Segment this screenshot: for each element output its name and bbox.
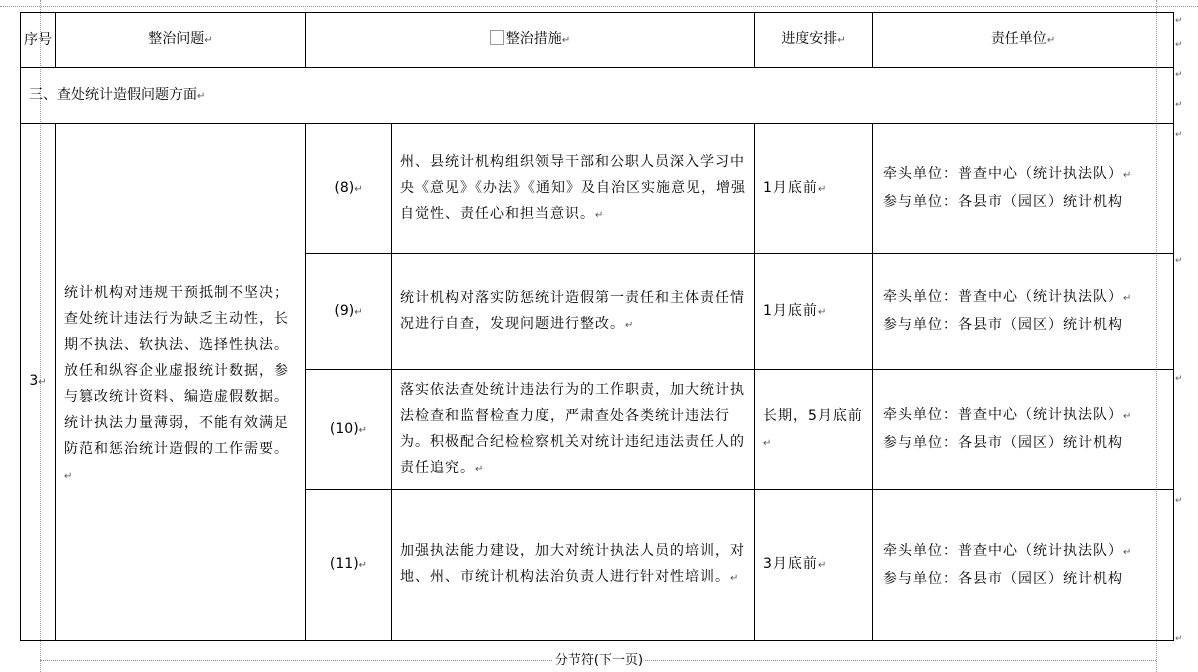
table-row (21, 124, 1174, 254)
responsible-cell (873, 124, 1174, 254)
lead-unit: 牵头单位：普查中心（统计执法队）↵ (883, 407, 1133, 423)
schedule-cell: 3月底前↵ (755, 490, 873, 641)
row-end-mark: ↵ (1175, 634, 1183, 644)
row-end-mark: ↵ (1175, 130, 1183, 140)
measure-number: (8)↵ (306, 124, 392, 254)
schedule-cell: 1月底前↵ (755, 254, 873, 370)
responsible-cell (873, 370, 1174, 490)
top-margin-guide (0, 6, 1198, 7)
participant-units: 参与单位：各县市（园区）统计机构 (883, 194, 1124, 210)
lead-unit: 牵头单位：普查中心（统计执法队）↵ (883, 289, 1133, 305)
header-schedule: 进度安排↵ (755, 13, 873, 68)
row-end-mark: ↵ (1175, 70, 1183, 80)
measure-text: 落实依法查处统计违法行为的工作职责，加大统计执法检查和监督检查力度，严肃查处各类统计违法行为。积极配合纪检检察机关对统计违纪违法责任人的责任追究。↵ (392, 370, 755, 490)
participant-units: 参与单位：各县市（园区）统计机构 (883, 435, 1124, 451)
header-row (21, 13, 1174, 68)
measure-text: 州、县统计机构组织领导干部和公职人员深入学习中央《意见》《办法》《通知》及自治区实施意见，增强自觉性、责任心和担当意识。↵ (392, 124, 755, 254)
schedule-cell: 1月底前↵ (755, 124, 873, 254)
lead-unit: 牵头单位：普查中心（统计执法队）↵ (883, 166, 1133, 182)
measure-number: (9)↵ (306, 254, 392, 370)
measure-number: (11)↵ (306, 490, 392, 641)
header-measures: 整治措施↵ (306, 13, 755, 68)
row-end-mark: ↵ (1175, 256, 1183, 266)
issue-description: 统计机构对违规干预抵制不坚决；查处统计违法行为缺乏主动性，长期不执法、软执法、选择性执法。放任和纵容企业虚报统计数据，参与篡改统计资料、编造虚假数据。统计执法力量薄弱，不能有效满足防范和惩治统计造假的工作需要。↵ (56, 124, 306, 641)
row-end-mark: ↵ (1175, 16, 1183, 26)
section-title: 三、查处统计造假问题方面↵ (21, 68, 1174, 124)
row-end-mark: ↵ (1175, 100, 1183, 110)
header-seq: 序号 (21, 13, 56, 68)
measure-text: 统计机构对落实防惩统计造假第一责任和主体责任情况进行自查，发现问题进行整改。↵ (392, 254, 755, 370)
row-end-mark: ↵ (1175, 40, 1183, 50)
section-break-label: 分节符(下一页) (554, 653, 644, 668)
participant-units: 参与单位：各县市（园区）统计机构 (883, 317, 1124, 333)
responsible-cell (873, 254, 1174, 370)
row-end-mark: ↵ (1175, 374, 1183, 384)
row-seq: 3↵ (21, 124, 56, 641)
header-issue: 整治问题↵ (56, 13, 306, 68)
responsible-cell (873, 490, 1174, 641)
rectification-table (20, 12, 1174, 641)
row-end-mark: ↵ (1175, 496, 1183, 506)
schedule-cell: 长期，5月底前↵ (755, 370, 873, 490)
participant-units: 参与单位：各县市（园区）统计机构 (883, 570, 1124, 587)
checkbox-glyph-icon (490, 30, 504, 45)
lead-unit: 牵头单位：普查中心（统计执法队）↵ (883, 542, 1133, 559)
measure-number: (10)↵ (306, 370, 392, 490)
header-responsible: 责任单位↵ (873, 13, 1174, 68)
section-row (21, 68, 1174, 124)
measure-text: 加强执法能力建设，加大对统计执法人员的培训，对地、州、市统计机构法治负责人进行针对性培训。↵ (392, 490, 755, 641)
